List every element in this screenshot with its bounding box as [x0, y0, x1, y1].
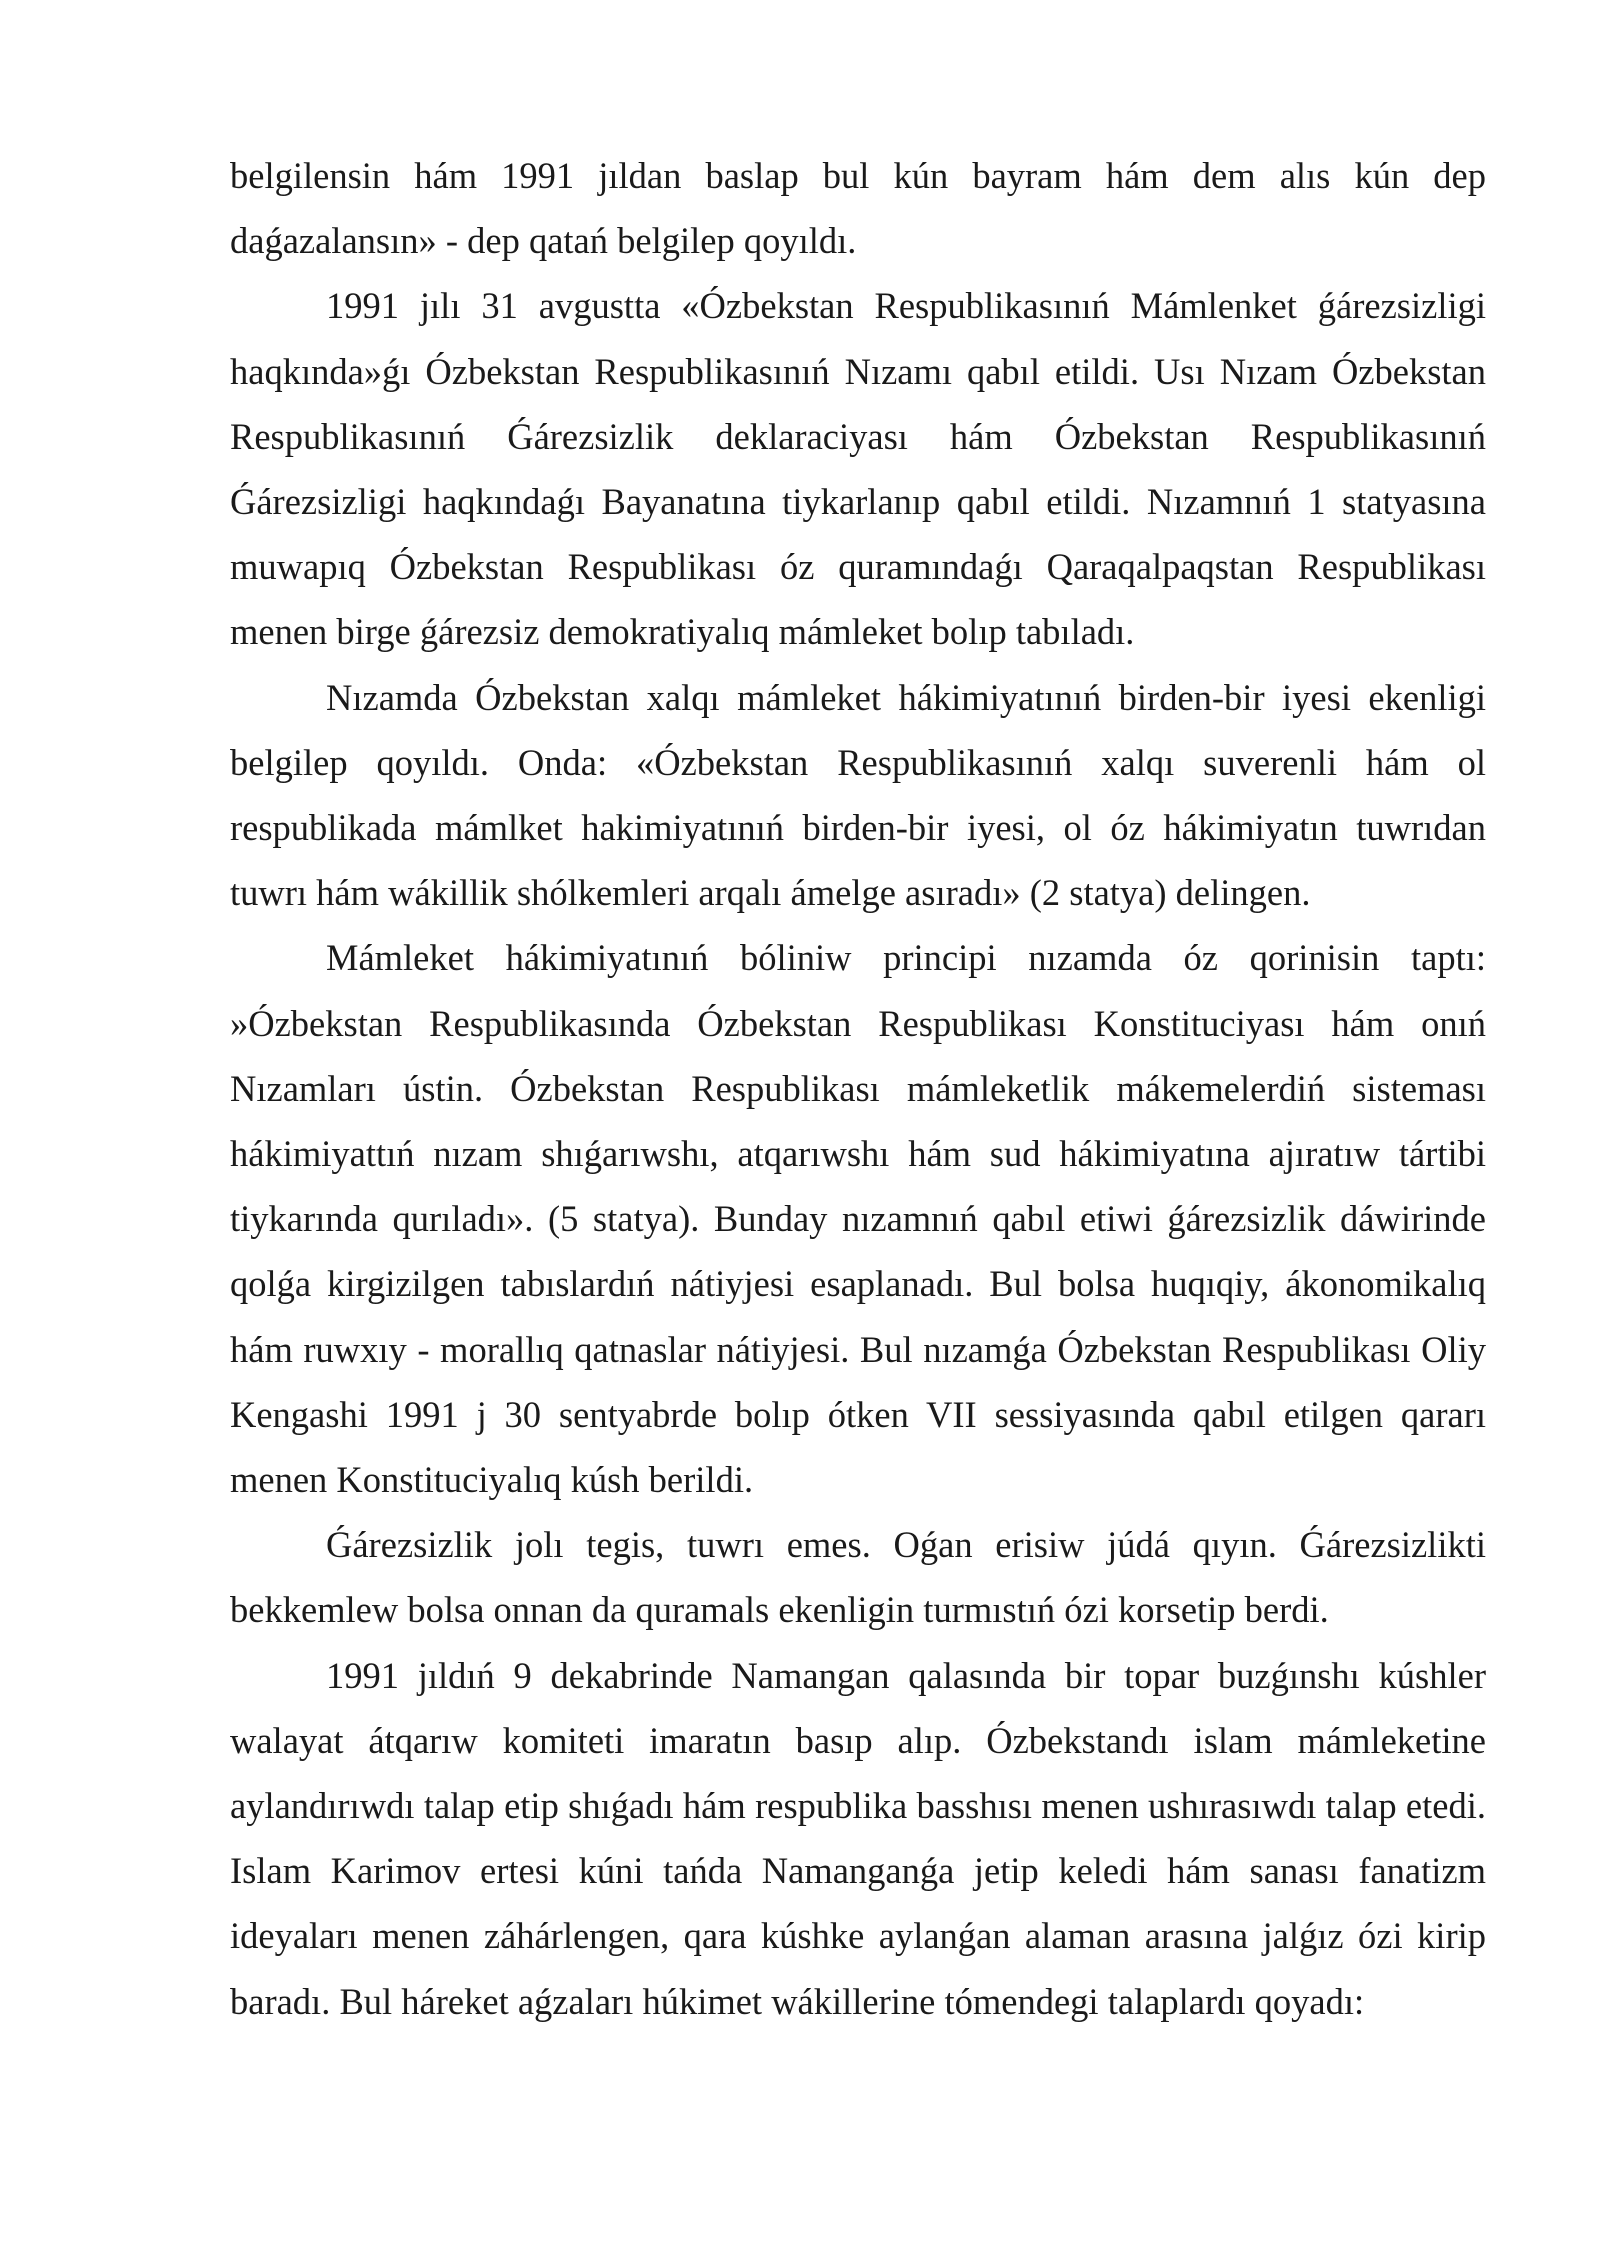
- paragraph-independence-law: 1991 jılı 31 avgustta «Ózbekstan Respublikasınıń Mámlenket ǵárezsizligi haqkında»ǵı Ózbekstan Respublikasınıń Nızamı qabıl etildi. Usı Nızam Ózbekstan Respublikasınıń Ǵárezsizlik deklaraciyası hám Ózbekstan Respublikasınıń Ǵárezsizligi haqkındaǵı Bayanatına tiykarlanıp qabıl etildi. Nızamnıń 1 statyasına muwapıq Ózbekstan Respublikası óz quramındaǵı Qaraqalpaqstan Respublikası menen birge ǵárezsiz demokratiyalıq mámleket bolıp tabıladı.: [230, 285, 1486, 653]
- paragraph-people-sovereignty: Nızamda Ózbekstan xalqı mámleket hákimiyatınıń birden-bir iyesi ekenligi belgilep qoyıldı. Onda: «Ózbekstan Respublikasınıń xalqı suverenli hám ol respublikada mámlket hakimiyatınıń birden-bir iyesi, ol óz hákimiyatın tuwrıdan tuwrı hám wákillik shólkemleri arqalı ámelge asıradı» (2 statya) delingen.: [230, 676, 1486, 914]
- paragraph-continuation: belgilensin hám 1991 jıldan baslap bul kún bayram hám dem alıs kún dep daǵazalansın» - dep qatań belgilep qoyıldı.: [230, 155, 1486, 262]
- paragraph-namangan-events: 1991 jıldıń 9 dekabrinde Namangan qalasında bir topar buzǵınshı kúshler walayat átqarıw komiteti imaratın basıp alıp. Ózbekstandı islam mámleketine aylandırıwdı talap etip shıǵadı hám respublika basshısı menen ushırasıwdı talap etedi. Islam Karimov ertesi kúni tańda Namanganǵa jetip keledi hám sanası fanatizm ideyaları menen záhárlengen, qara kúshke aylanǵan alaman arasına jalǵız ózi kirip baradı. Bul háreket aǵzaları húkimet wákillerine tómendegi talaplardı qoyadı:: [230, 1654, 1486, 2022]
- paragraph-separation-of-powers: Mámleket hákimiyatınıń bóliniw principi nızamda óz qorinisin taptı: »Ózbekstan Respublikasında Ózbekstan Respublikası Konstituciyası hám onıń Nızamları ústin. Ózbekstan Respublikası mámleketlik mákemelerdiń sisteması hákimiyattıń nızam shıǵarıwshı, atqarıwshı hám sud hákimiyatına ajıratıw tártibi tiykarında qurıladı». (5 statya). Bunday nızamnıń qabıl etiwi ǵárezsizlik dáwirinde qolǵa kirgizilgen tabıslardıń nátiyjesi esaplanadı. Bul bolsa huqıqiy, ákonomikalıq hám ruwxıy - morallıq qatnaslar nátiyjesi. Bul nızamǵa Ózbekstan Respublikası Oliy Kengashi 1991 j 30 sentyabrde bolıp ótken VII sessiyasında qabıl etilgen qararı menen Konstituciyalıq kúsh berildi.: [230, 937, 1486, 1501]
- document-page: [230, 143, 1486, 2034]
- paragraph-path-to-independence: Ǵárezsizlik jolı tegis, tuwrı emes. Oǵan erisiw júdá qıyın. Ǵárezsizlikti bekkemlew bolsa onnan da quramals ekenligin turmıstıń ózi korsetip berdi.: [230, 1524, 1486, 1631]
